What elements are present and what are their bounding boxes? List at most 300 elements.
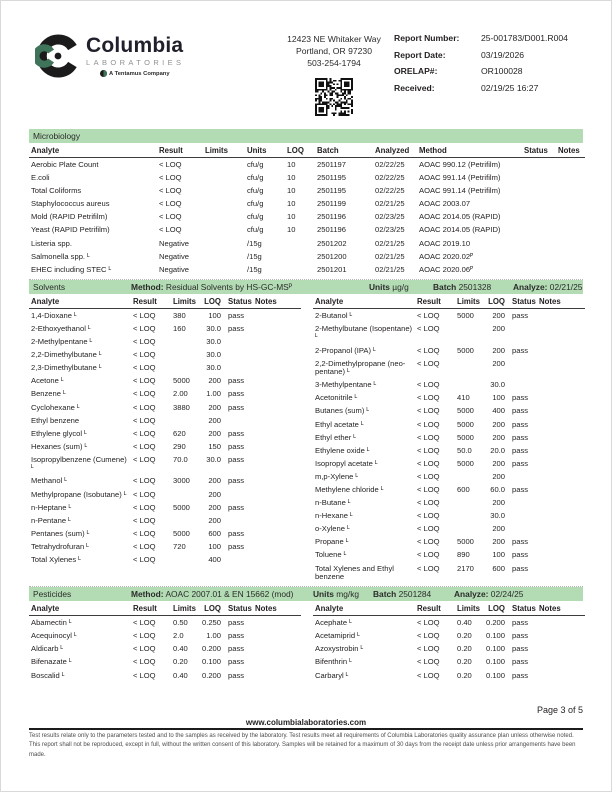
loq-cell: 1.00 [206, 389, 221, 399]
limits-cell [203, 237, 245, 250]
status-cell: pass [228, 402, 245, 412]
limits-cell [455, 496, 483, 509]
analyte-cell: Acephate ᴸ [315, 618, 352, 628]
analyte-cell: 2,2-Dimethylbutane ᴸ [31, 350, 102, 360]
notes-cell [253, 414, 301, 427]
table-row [313, 470, 585, 483]
table-row [29, 501, 301, 514]
analyte-cell: Acetone ᴸ [31, 376, 64, 386]
tentamus-tagline: A Tentamus Company [100, 70, 184, 77]
table-row [29, 348, 301, 361]
loq-cell: 10 [287, 160, 296, 169]
batch-cell: 2501199 [317, 199, 346, 209]
status-cell: pass [512, 310, 529, 320]
limits-cell: 2.0 [173, 631, 184, 641]
table-row [29, 514, 301, 527]
limits-cell [203, 171, 245, 184]
notes-cell [537, 357, 585, 379]
notes-cell [253, 427, 301, 440]
loq-cell: 200 [492, 358, 505, 368]
status-cell [223, 348, 253, 361]
status-cell [522, 210, 556, 223]
units-cell: cfu/g [247, 212, 264, 222]
analyte-cell: Methylpropane (Isobutane) ᴸ [31, 489, 127, 499]
loq-cell: 20.0 [490, 445, 505, 455]
table-row [29, 629, 301, 642]
status-cell [507, 509, 537, 522]
analyte-cell: Acequinocyl ᴸ [31, 631, 77, 641]
column-header: Limits [455, 601, 483, 616]
analyzed-cell: 02/21/25 [375, 251, 405, 261]
loq-cell: 30.0 [206, 454, 221, 464]
analyte-cell: m,p-Xylene ᴸ [315, 471, 359, 481]
column-header: Limits [171, 294, 199, 309]
status-cell [522, 171, 556, 184]
limits-cell: 5000 [173, 528, 190, 538]
table-row [29, 322, 301, 335]
limits-cell: 720 [173, 541, 186, 551]
units-cell: /15g [247, 264, 262, 274]
limits-cell [171, 553, 199, 566]
table-row [29, 414, 301, 427]
analyzed-cell: 02/22/25 [375, 173, 405, 183]
section-title: Solvents [33, 281, 66, 292]
loq-cell [285, 250, 315, 263]
microbiology-section-bar [29, 129, 583, 143]
loq-cell: 100 [492, 550, 505, 560]
loq-cell: 200 [208, 476, 221, 486]
column-header: Analyte [29, 601, 131, 616]
column-header: Notes [253, 601, 301, 616]
pesticides-section [29, 587, 583, 681]
table-row [29, 197, 585, 210]
field-label: Report Number: [394, 33, 460, 43]
status-cell [223, 361, 253, 374]
notes-cell [253, 669, 301, 682]
analyte-cell: Staphylococcus aureus [31, 199, 110, 209]
notes-cell [253, 514, 301, 527]
loq-cell: 0.100 [485, 657, 505, 667]
analyte-cell: Hexanes (sum) ᴸ [31, 441, 88, 451]
table-row [29, 308, 301, 322]
table-row [29, 335, 301, 348]
loq-cell: 0.250 [201, 618, 221, 628]
column-header: LOQ [483, 601, 507, 616]
limits-cell: 5000 [457, 345, 474, 355]
table-row [313, 655, 585, 668]
result-cell: < LOQ [417, 670, 440, 680]
column-header: Batch [315, 143, 373, 158]
report-field-row [394, 66, 568, 76]
notes-cell [537, 322, 585, 344]
field-value: 25-001783/D001.R004 [481, 33, 568, 43]
tentamus-leaf-icon [100, 70, 107, 77]
limits-cell: 620 [173, 428, 186, 438]
report-field-row [394, 33, 568, 43]
status-cell: pass [228, 310, 245, 320]
address-line: Portland, OR 97230 [296, 46, 372, 57]
table-row [313, 444, 585, 457]
loq-cell: 200 [492, 419, 505, 429]
notes-cell [556, 210, 585, 223]
loq-cell [285, 263, 315, 276]
analyte-cell: Total Coliforms [31, 186, 82, 196]
limits-cell: 5000 [457, 458, 474, 468]
result-cell: < LOQ [133, 428, 156, 438]
result-cell: < LOQ [417, 432, 440, 442]
loq-cell: 200 [208, 502, 221, 512]
analyte-cell: Ethyl ether ᴸ [315, 432, 357, 442]
columbia-logo [35, 33, 184, 79]
analyte-cell: Ethyl acetate ᴸ [315, 419, 364, 429]
notes-cell [253, 527, 301, 540]
method-cell: AOAC 2014.05 (RAPID) [419, 225, 501, 235]
limits-cell: 2.00 [173, 389, 188, 399]
units-cell: cfu/g [247, 160, 264, 169]
result-cell: < LOQ [133, 389, 156, 399]
limits-cell: 5000 [457, 537, 474, 547]
status-cell: pass [228, 323, 245, 333]
table-row [29, 642, 301, 655]
analyte-cell: Bifenazate ᴸ [31, 657, 72, 667]
table-row [29, 616, 301, 630]
limits-cell: 0.20 [457, 631, 472, 641]
status-cell [507, 322, 537, 344]
result-cell: < LOQ [159, 212, 182, 222]
analyte-cell: Abamectin ᴸ [31, 618, 72, 628]
column-header: LOQ [285, 143, 315, 158]
section-title: Microbiology [33, 131, 81, 141]
analyte-cell: Butanes (sum) ᴸ [315, 406, 370, 416]
loq-cell: 400 [492, 406, 505, 416]
status-cell: pass [228, 618, 245, 628]
result-cell: < LOQ [133, 310, 156, 320]
table-row [313, 562, 585, 584]
status-cell [522, 184, 556, 197]
notes-cell [537, 548, 585, 561]
field-label: Report Date: [394, 49, 446, 60]
batch-cell: 2501195 [317, 173, 346, 183]
analyte-cell: n-Heptane ᴸ [31, 502, 72, 512]
notes-cell [253, 616, 301, 630]
status-cell: pass [228, 428, 245, 438]
notes-cell [253, 540, 301, 553]
loq-cell: 30.0 [206, 363, 221, 373]
analyzed-cell: 02/21/25 [375, 238, 405, 248]
limits-cell [171, 335, 199, 348]
table-row [313, 629, 585, 642]
limits-cell: 0.40 [457, 618, 472, 628]
method-info: Method: AOAC 2007.01 & EN 15662 (mod) [131, 589, 294, 600]
column-header-row [29, 601, 301, 616]
batch-cell: 2501196 [317, 212, 346, 222]
table-row [313, 357, 585, 379]
limits-cell: 3000 [173, 476, 190, 486]
analyzed-cell: 02/22/25 [375, 160, 405, 169]
column-header-row [313, 294, 585, 309]
analyte-cell: 2-Propanol (IPA) ᴸ [315, 345, 376, 355]
status-cell: pass [512, 631, 529, 641]
status-cell: pass [512, 432, 529, 442]
loq-cell: 200 [492, 458, 505, 468]
pesticides-section-bar [29, 587, 583, 601]
limits-cell [171, 514, 199, 527]
table-row [29, 171, 585, 184]
result-cell: < LOQ [133, 323, 156, 333]
notes-cell [537, 535, 585, 548]
limits-cell: 410 [457, 393, 470, 403]
limits-cell: 5000 [173, 376, 190, 386]
loq-cell: 10 [287, 225, 296, 235]
notes-cell [253, 553, 301, 566]
loq-cell: 0.100 [485, 644, 505, 654]
result-cell: < LOQ [133, 350, 156, 360]
notes-cell [556, 250, 585, 263]
table-row [313, 509, 585, 522]
notes-cell [537, 431, 585, 444]
column-header: Status [507, 294, 537, 309]
status-cell: pass [512, 618, 529, 628]
limits-cell [171, 488, 199, 501]
limits-cell [203, 250, 245, 263]
status-cell: pass [512, 537, 529, 547]
table-row [313, 322, 585, 344]
table-row [313, 418, 585, 431]
notes-cell [253, 387, 301, 400]
analyte-cell: Bifenthrin ᴸ [315, 657, 352, 667]
field-value: 03/19/2026 [481, 49, 525, 60]
result-cell: < LOQ [133, 541, 156, 551]
result-cell: < LOQ [133, 402, 156, 412]
result-cell: < LOQ [133, 644, 156, 654]
table-row [313, 642, 585, 655]
table-row [313, 522, 585, 535]
column-header: Method [417, 143, 522, 158]
method-cell: AOAC 2003.07 [419, 199, 471, 209]
table-row [313, 378, 585, 391]
status-cell: pass [512, 419, 529, 429]
loq-cell: 200 [208, 415, 221, 425]
column-header: Result [415, 294, 455, 309]
column-header-row [313, 601, 585, 616]
analyte-cell: Toluene ᴸ [315, 550, 347, 560]
column-header: Result [131, 294, 171, 309]
table-row [29, 669, 301, 682]
column-header: Notes [253, 294, 301, 309]
analyte-cell: Methylene chloride ᴸ [315, 484, 384, 494]
notes-cell [537, 616, 585, 630]
loq-cell: 200 [492, 471, 505, 481]
field-label: ORELAP#: [394, 66, 438, 76]
limits-cell: 0.20 [457, 670, 472, 680]
notes-cell [556, 184, 585, 197]
status-cell: pass [512, 670, 529, 680]
notes-cell [253, 308, 301, 322]
loq-cell: 60.0 [490, 484, 505, 494]
status-cell: pass [512, 657, 529, 667]
limits-cell [455, 470, 483, 483]
units-cell: /15g [247, 251, 262, 261]
column-header: Limits [171, 601, 199, 616]
limits-cell [171, 361, 199, 374]
limits-cell: 290 [173, 441, 186, 451]
limits-cell: 0.20 [457, 644, 472, 654]
disclaimer-text: Test results relate only to the parameters tested and to the samples as received by the laboratory. Test results meet all requirements of Columbia Laboratories quality assurance plan unless otherwise noted. This report shall not be reproduced, except in full, without the written consent of this laboratory. Samples will be retained for a maximum of 30 days from the receipt date unless prior arrangements have been made. [29, 733, 576, 758]
column-header: Status [507, 601, 537, 616]
result-cell: < LOQ [133, 489, 156, 499]
table-row [29, 540, 301, 553]
limits-cell [171, 414, 199, 427]
result-cell: < LOQ [133, 337, 156, 347]
analyte-cell: Methanol ᴸ [31, 476, 68, 486]
column-header: Result [415, 601, 455, 616]
analyte-cell: Listeria spp. [31, 238, 72, 248]
analyze-info: Analyze: 02/21/25 [513, 281, 583, 292]
method-cell: AOAC 2020.06ᴾ [419, 264, 474, 274]
notes-cell [537, 522, 585, 535]
loq-cell: 1.00 [206, 631, 221, 641]
result-cell: < LOQ [133, 555, 156, 565]
logo-wordmark [86, 33, 184, 77]
notes-cell [556, 171, 585, 184]
loq-cell: 400 [208, 555, 221, 565]
batch-cell: 2501197 [317, 160, 346, 169]
table-row [29, 374, 301, 387]
notes-cell [537, 444, 585, 457]
analyte-cell: 2-Ethoxyethanol ᴸ [31, 323, 91, 333]
table-row [313, 344, 585, 357]
website-text: www.columbialaboratories.com [245, 718, 367, 727]
pesticides-table-left [29, 601, 301, 681]
table-row [313, 496, 585, 509]
status-cell: pass [512, 406, 529, 416]
report-header [29, 29, 583, 125]
limits-cell [203, 210, 245, 223]
result-cell: < LOQ [133, 528, 156, 538]
analyte-cell: Isopropylbenzene (Cumene) ᴸ [31, 454, 127, 473]
result-cell: < LOQ [417, 445, 440, 455]
result-cell: Negative [159, 251, 189, 261]
table-row [313, 548, 585, 561]
column-header-row [29, 294, 301, 309]
notes-cell [537, 418, 585, 431]
method-info: Method: Residual Solvents by HS-GC-MSᴾ [131, 281, 293, 292]
limits-cell [203, 223, 245, 236]
column-header: Result [157, 143, 203, 158]
status-cell [223, 553, 253, 566]
result-cell: < LOQ [417, 406, 440, 416]
batch-info: Batch 2501328 [433, 281, 492, 292]
limits-cell: 0.40 [173, 670, 188, 680]
limits-cell: 3880 [173, 402, 190, 412]
units-cell: cfu/g [247, 225, 264, 235]
status-cell: pass [228, 631, 245, 641]
analyte-cell: 3-Methylpentane ᴸ [315, 380, 377, 390]
loq-cell: 30.0 [206, 323, 221, 333]
limits-cell: 0.40 [173, 644, 188, 654]
result-cell: < LOQ [417, 631, 440, 641]
column-header: Status [223, 294, 253, 309]
batch-cell: 2501196 [317, 225, 346, 235]
status-cell: pass [228, 502, 245, 512]
analyze-info: Analyze: 02/24/25 [454, 589, 524, 600]
notes-cell [537, 629, 585, 642]
loq-cell: 10 [287, 212, 296, 222]
notes-cell [537, 655, 585, 668]
result-cell: < LOQ [133, 476, 156, 486]
table-row [29, 474, 301, 487]
batch-cell: 2501202 [317, 238, 347, 248]
column-header: Notes [537, 294, 585, 309]
analyte-cell: Aldicarb ᴸ [31, 644, 64, 654]
notes-cell [556, 223, 585, 236]
analyte-cell: Cyclohexane ᴸ [31, 402, 80, 412]
analyzed-cell: 02/21/25 [375, 264, 405, 274]
limits-cell: 380 [173, 310, 186, 320]
column-header: LOQ [199, 294, 223, 309]
result-cell: < LOQ [417, 358, 440, 368]
limits-cell [203, 184, 245, 197]
loq-cell: 200 [208, 376, 221, 386]
limits-cell [455, 509, 483, 522]
column-header: Analyzed [373, 143, 417, 158]
status-cell [522, 263, 556, 276]
status-cell [522, 223, 556, 236]
table-row [29, 401, 301, 414]
field-value: OR100028 [481, 66, 523, 76]
table-row [29, 553, 301, 566]
limits-cell: 0.50 [173, 618, 188, 628]
loq-cell [285, 237, 315, 250]
analyte-cell: E.coli [31, 173, 50, 183]
column-header: Units [245, 143, 285, 158]
solvents-table-left [29, 294, 301, 566]
analyte-cell: Total Xylenes ᴸ [31, 555, 81, 565]
status-cell: pass [512, 445, 529, 455]
footer-rule [29, 728, 583, 730]
loq-cell: 0.100 [485, 670, 505, 680]
analyte-cell: o-Xylene ᴸ [315, 524, 350, 534]
loq-cell: 30.0 [206, 350, 221, 360]
notes-cell [253, 629, 301, 642]
status-cell: pass [228, 441, 245, 451]
batch-info: Batch 2501284 [373, 589, 432, 600]
result-cell: < LOQ [417, 511, 440, 521]
notes-cell [556, 237, 585, 250]
notes-cell [556, 197, 585, 210]
result-cell: < LOQ [417, 323, 440, 333]
table-row [29, 361, 301, 374]
table-row [313, 308, 585, 322]
method-cell: AOAC 2014.05 (RAPID) [419, 212, 501, 222]
result-cell: < LOQ [133, 618, 156, 628]
loq-cell: 200 [208, 489, 221, 499]
notes-cell [253, 335, 301, 348]
analyte-cell: 1,4-Dioxane ᴸ [31, 310, 77, 320]
loq-cell: 100 [208, 310, 221, 320]
report-fields [394, 33, 568, 99]
result-cell: < LOQ [133, 631, 156, 641]
status-cell: pass [228, 657, 245, 667]
loq-cell: 30.0 [490, 380, 505, 390]
notes-cell [253, 474, 301, 487]
table-row [313, 535, 585, 548]
status-cell [507, 496, 537, 509]
analyte-cell: 2-Methylbutane (Isopentane) ᴸ [315, 323, 413, 342]
notes-cell [253, 374, 301, 387]
solvents-section [29, 280, 583, 583]
table-row [313, 483, 585, 496]
